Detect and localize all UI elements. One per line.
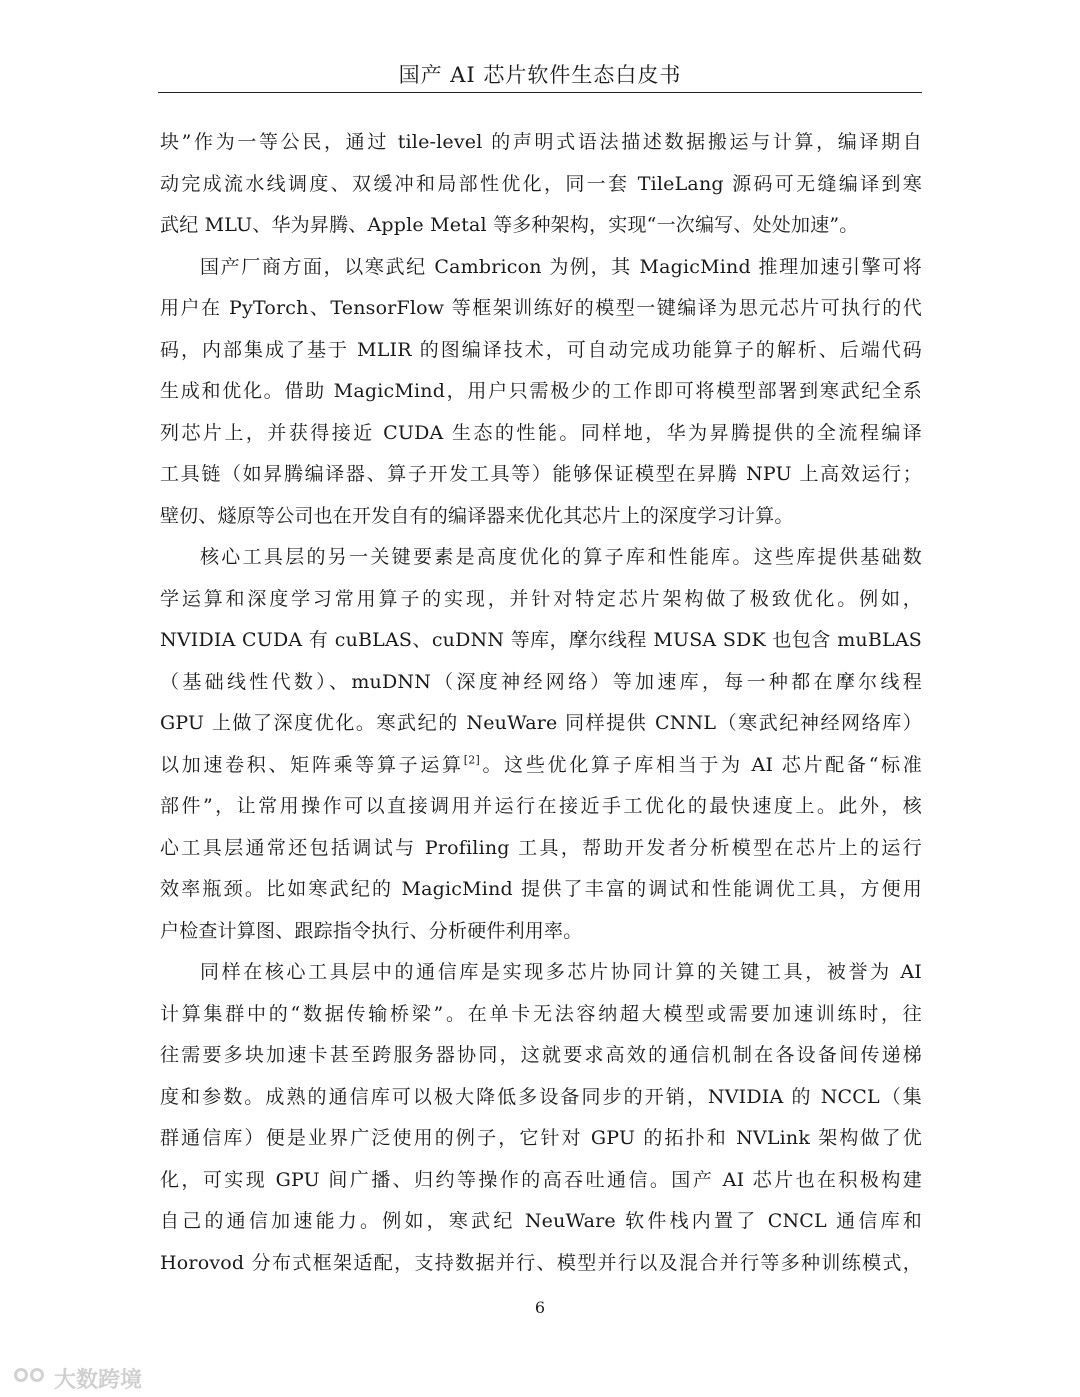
text-line: Horovod 分布式框架适配，支持数据并行、模型并行以及混合并行等多种训练模式， (160, 1251, 922, 1274)
paragraph-2 (160, 247, 922, 538)
text-line: 度和参数。成熟的通信库可以极大降低多设备同步的开销，NVIDIA 的 NCCL（集 (160, 1085, 922, 1108)
watermark-logo (14, 1364, 142, 1392)
citation-link[interactable]: [2] (463, 753, 480, 767)
watermark-brand: 大数跨境 (54, 1367, 143, 1393)
text-line: 化，可实现 GPU 间广播、归约等操作的高吞吐通信。国产 AI 芯片也在积极构建 (160, 1168, 922, 1191)
text-line-with-citation (160, 745, 922, 787)
text-line: （基础线性代数）、muDNN（深度神经网络）等加速库，每一种都在摩尔线程 (160, 670, 922, 693)
body-text (160, 122, 922, 1284)
text-line: 块”作为一等公民，通过 tile-level 的声明式语法描述数据搬运与计算，编译期自 (160, 131, 922, 153)
text-line: 工具链（如昇腾编译器、算子开发工具等）能够保证模型在昇腾 NPU 上高效运行； (160, 463, 922, 485)
paragraph-4 (160, 952, 922, 1284)
text-line: 部件”，让常用操作可以直接调用并运行在接近手工优化的最快速度上。此外，核 (160, 795, 922, 817)
text-line: 户检查计算图、跟踪指令执行、分析硬件利用率。 (160, 919, 583, 942)
text-line: 动完成流水线调度、双缓冲和局部性优化，同一套 TileLang 源码可无缝编译到寒 (160, 172, 922, 195)
text-line: 学运算和深度学习常用算子的实现，并针对特定芯片架构做了极致优化。例如， (160, 587, 922, 610)
paragraph-3 (160, 537, 922, 952)
text-line: 武纪 MLU、华为昇腾、Apple Metal 等多种架构，实现“一次编写、处处加速”。 (160, 214, 859, 236)
text-line: 国产厂商方面，以寒武纪 Cambricon 为例，其 MagicMind 推理加速引擎可将 (200, 255, 922, 278)
text-line: 计算集群中的“数据传输桥梁”。在单卡无法容纳超大模型或需要加速训练时，往 (160, 1002, 922, 1025)
text-line: 生成和优化。借助 MagicMind，用户只需极少的工作即可将模型部署到寒武纪全系 (160, 380, 922, 402)
text-line: 效率瓶颈。比如寒武纪的 MagicMind 提供了丰富的调试和性能调优工具，方便用 (160, 878, 922, 900)
text-line: 自己的通信加速能力。例如，寒武纪 NeuWare 软件栈内置了 CNCL 通信库和 (160, 1210, 922, 1232)
text-line: 列芯片上，并获得接近 CUDA 生态的性能。同样地，华为昇腾提供的全流程编译 (160, 421, 922, 444)
text-line: 同样在核心工具层中的通信库是实现多芯片协同计算的关键工具，被誉为 AI (200, 961, 922, 983)
header-divider (158, 92, 922, 93)
text-segment: 。这些优化算子库相当于为 AI 芯片配备“标准 (479, 753, 922, 776)
text-line: NVIDIA CUDA 有 cuBLAS、cuDNN 等库，摩尔线程 MUSA SDK 也包含 muBLAS (160, 629, 922, 651)
text-segment: 以加速卷积、矩阵乘等算子运算 (160, 753, 464, 776)
text-line: 壁仞、燧原等公司也在开发自有的编译器来优化其芯片上的深度学习计算。 (160, 504, 794, 527)
text-line: 核心工具层的另一关键要素是高度优化的算子库和性能库。这些库提供基础数 (200, 546, 922, 568)
text-line: GPU 上做了深度优化。寒武纪的 NeuWare 同样提供 CNNL（寒武纪神经网络库） (160, 712, 922, 734)
text-line: 往需要多块加速卡甚至跨服务器协同，这就要求高效的通信机制在各设备间传递梯 (160, 1044, 922, 1066)
infinity-logo-icon (14, 1368, 48, 1388)
page-number: 6 (534, 1298, 546, 1317)
text-line: 用户在 PyTorch、TensorFlow 等框架训练好的模型一键编译为思元芯片可执行的代 (160, 297, 922, 319)
text-line: 心工具层通常还包括调试与 Profiling 工具，帮助开发者分析模型在芯片上的运行 (160, 836, 922, 859)
text-line: 码，内部集成了基于 MLIR 的图编译技术，可自动完成功能算子的解析、后端代码 (160, 338, 922, 361)
text-line: 群通信库）便是业界广泛使用的例子，它针对 GPU 的拓扑和 NVLink 架构做了优 (160, 1127, 922, 1149)
page-header-title: 国产 AI 芯片软件生态白皮书 (398, 63, 682, 87)
paragraph-1 (160, 122, 922, 247)
